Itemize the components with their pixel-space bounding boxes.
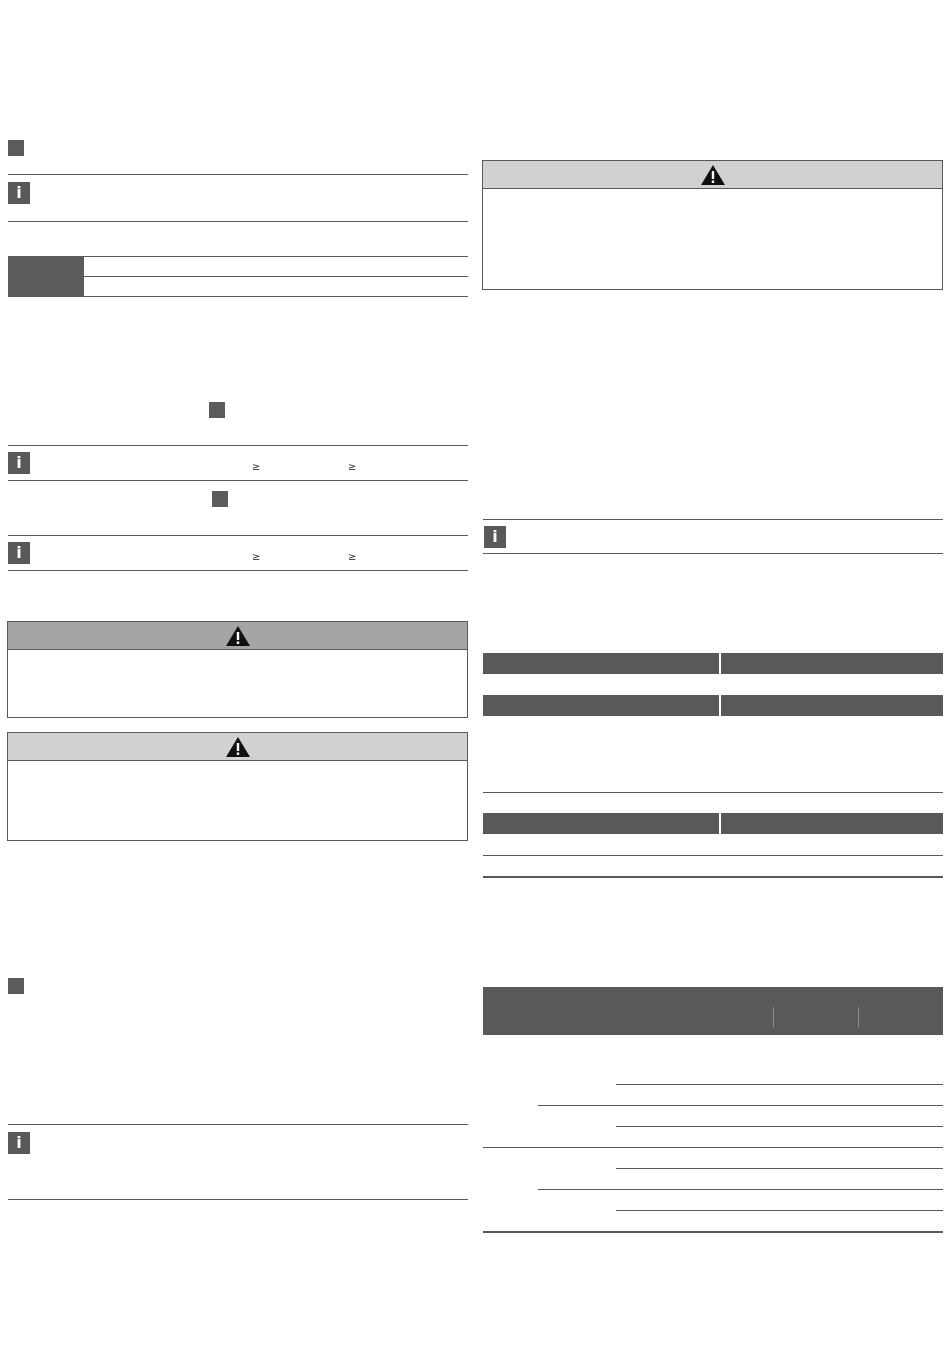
warning-box-header [483, 161, 942, 189]
spec-table-1-header-left [483, 653, 719, 674]
spec-table-2-bottom-rule [483, 792, 943, 793]
spec-table-3-header-left [483, 813, 719, 834]
info-note-4-bottom-rule [8, 1199, 468, 1200]
info-icon: i [484, 526, 506, 548]
info-icon: i [8, 182, 30, 204]
spec-table-2-header-right [721, 695, 943, 716]
warning-triangle-icon [225, 625, 251, 647]
greater-equal-symbol: ≥ [348, 462, 357, 473]
info-note-3-top-rule [8, 535, 468, 536]
table-row-rule-3 [8, 296, 468, 297]
warning-box-header [8, 733, 467, 761]
info-note-4-top-rule [8, 1124, 468, 1125]
greater-equal-symbol: ≥ [348, 552, 357, 563]
inline-marker-2 [212, 491, 228, 507]
section-marker-2 [8, 978, 24, 994]
data-table-section-rule [483, 1147, 943, 1148]
data-table-bottom-rule [483, 1231, 943, 1233]
data-table-row-rule [616, 1210, 943, 1211]
section-marker-1 [8, 140, 24, 156]
warning-box-header [8, 622, 467, 650]
table-row-rule-1 [84, 256, 468, 257]
data-table-group-rule [538, 1189, 943, 1190]
info-note-2-top-rule [8, 445, 468, 446]
right-info-note-bottom-rule [483, 553, 943, 554]
data-table-header [483, 987, 943, 1035]
data-table-row-rule [616, 1168, 943, 1169]
info-icon: i [8, 1132, 30, 1154]
data-table-header-separator-2 [858, 1007, 859, 1027]
spec-table-1-header-right [721, 653, 943, 674]
right-info-note-top-rule [483, 519, 943, 520]
spec-table-3-header-right [721, 813, 943, 834]
info-note-1-bottom-rule [8, 221, 468, 222]
info-icon: i [8, 452, 30, 474]
warning-box-1 [7, 621, 468, 718]
data-table-header-separator-1 [773, 1007, 774, 1027]
table-header-cell [8, 256, 84, 297]
spec-table-2-header-left [483, 695, 719, 716]
spec-table-3-bottom-rule [483, 876, 943, 878]
info-note-2-bottom-rule [8, 480, 468, 481]
greater-equal-symbol: ≥ [252, 552, 261, 563]
warning-box-2 [7, 732, 468, 841]
inline-marker-1 [209, 402, 225, 418]
table-row-rule-2 [84, 276, 468, 277]
warning-triangle-icon [700, 164, 726, 186]
warning-box-3 [482, 160, 943, 290]
warning-triangle-icon [225, 736, 251, 758]
info-note-3-bottom-rule [8, 570, 468, 571]
data-table-row-rule [616, 1126, 943, 1127]
spec-table-3-row-rule [483, 855, 943, 856]
data-table-group-rule [538, 1105, 943, 1106]
data-table-row-rule [616, 1084, 943, 1085]
greater-equal-symbol: ≥ [252, 462, 261, 473]
info-icon: i [8, 542, 30, 564]
info-note-1-top-rule [8, 174, 468, 175]
